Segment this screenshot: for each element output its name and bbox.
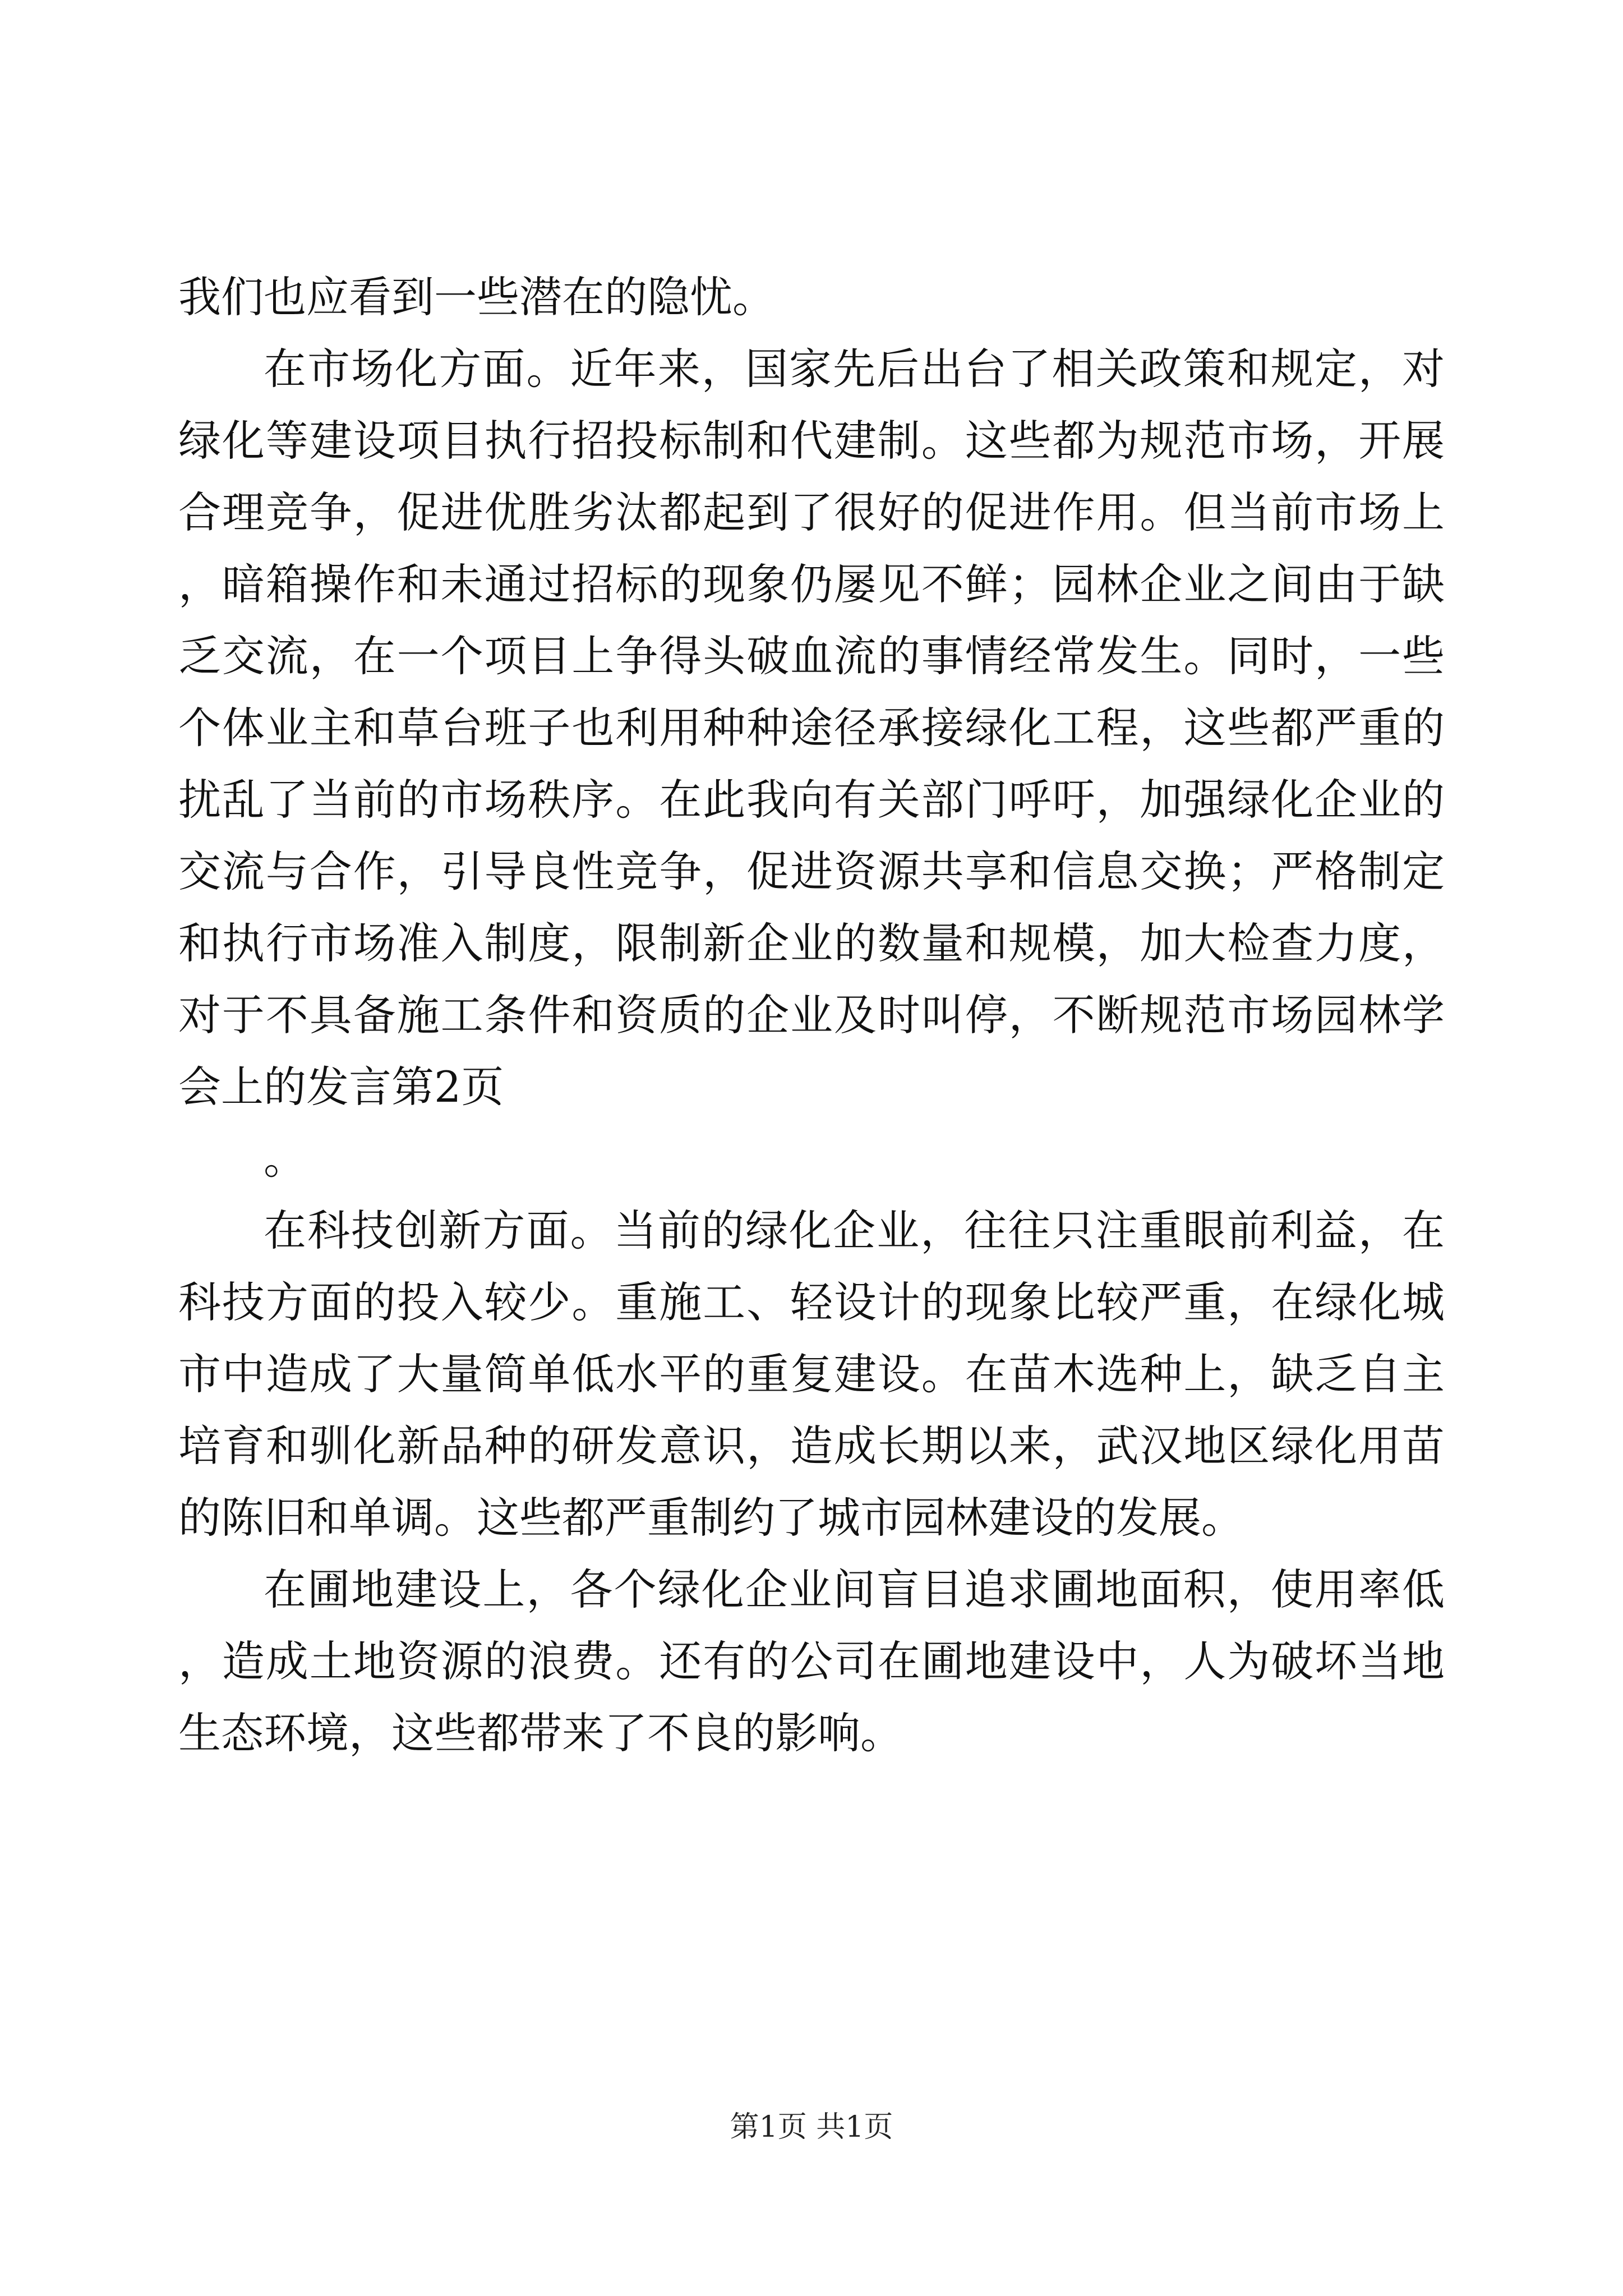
page-number-label: 第1页 共1页 <box>730 2110 893 2144</box>
document-body <box>178 261 1445 1769</box>
paragraph-tech-innovation: 在科技创新方面。当前的绿化企业，往往只注重眼前利益，在科技方面的投入较少。重施工、轻设计的现象比较严重，在绿化城市中造成了大量简单低水平的重复建设。在苗木选种上，缺乏自主培育和驯化新品种的研发意识，造成长期以来，武汉地区绿化用苗的陈旧和单调。这些都严重制约了城市园林建设的发展。 <box>178 1205 1445 1543</box>
paragraph-intro: 我们也应看到一些潜在的隐忧。 <box>178 272 775 322</box>
page-footer <box>0 2109 1623 2145</box>
paragraph-nursery: 在圃地建设上，各个绿化企业间盲目追求圃地面积，使用率低，造成土地资源的浪费。还有的公司在圃地建设中，人为破坏当地生态环境，这些都带来了不良的影响。 <box>178 1565 1445 1758</box>
paragraph-market: 在市场化方面。近年来，国家先后出台了相关政策和规定，对绿化等建设项目执行招投标制和代建制。这些都为规范市场，开展合理竞争，促进优胜劣汰都起到了很好的促进作用。但当前市场上，暗箱操作和未通过招标的现象仍屡见不鲜；园林企业之间由于缺乏交流，在一个项目上争得头破血流的事情经常发生。同时，一些个体业主和草台班子也利用种种途径承接绿化工程，这些都严重的扰乱了当前的市场秩序。在此我向有关部门呼吁，加强绿化企业的交流与合作，引导良性竞争，促进资源共享和信息交换；严格制定和执行市场准入制度，限制新企业的数量和规模，加大检查力度，对于不具备施工条件和资质的企业及时叫停，不断规范市场园林学会上的发言第2页 <box>178 344 1445 1112</box>
paragraph-period: 。 <box>264 1134 306 1184</box>
